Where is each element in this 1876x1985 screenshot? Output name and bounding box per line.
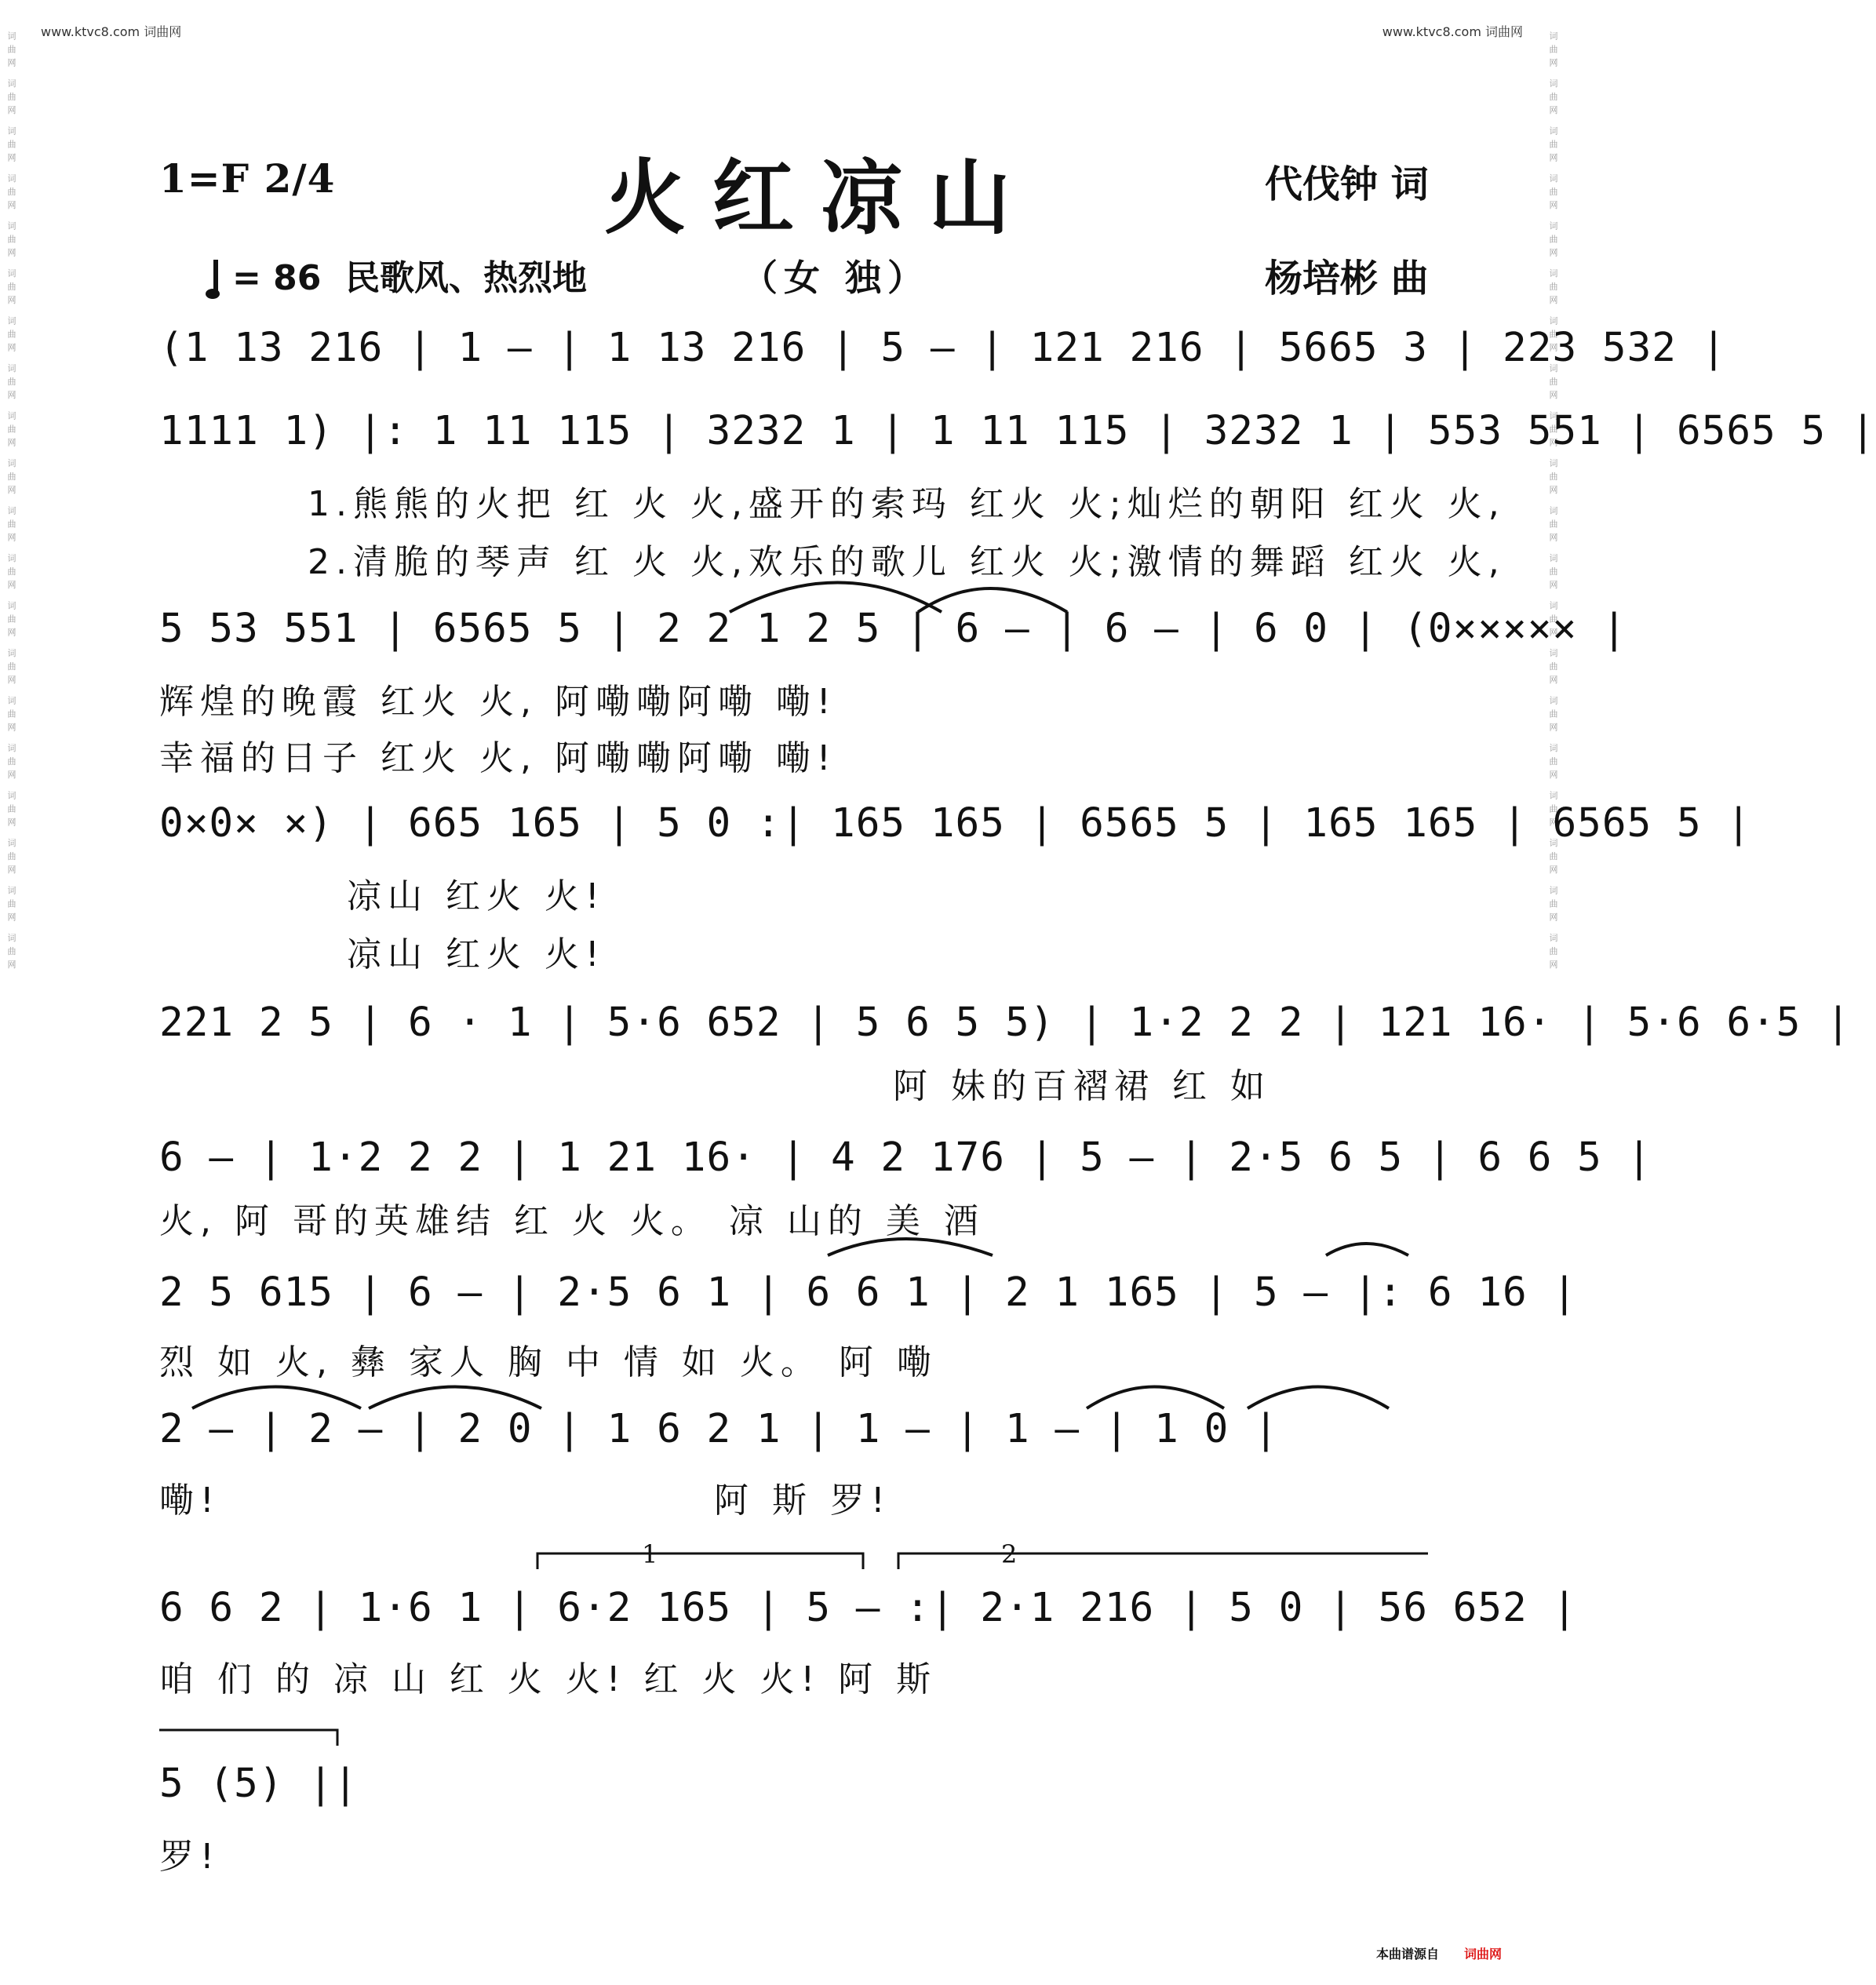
lyric-line6: 火, 阿 哥的英雄结 红 火 火。 凉 山的 美 酒 [159, 1201, 985, 1241]
lyric-verse1-line2: 1.熊熊的火把 红 火 火,盛开的索玛 红火 火;灿烂的朝阳 红火 火, [308, 484, 1506, 524]
score-line-3: 5 53 551 | 6565 5 | 2 2 1 2 5 | 6 — | 6 — | 6 0 | (0××××× | [159, 606, 1627, 652]
composer-credit: 杨培彬 曲 [1265, 257, 1429, 300]
volta-bracket [159, 1730, 337, 1746]
song-title: 火红凉山 [604, 149, 1038, 246]
score-line-10: 5 (5) || [159, 1761, 359, 1807]
score-line-7: 2 5 615 | 6 — | 2·5 6 1 | 6 6 1 | 2 1 165 | 5 — |: 6 16 | [159, 1269, 1578, 1316]
slur-mark [369, 1387, 541, 1409]
score-line-1: (1 13 216 | 1 — | 1 13 216 | 5 — | 121 216 | 5665 3 | 223 532 | [159, 325, 1727, 371]
slur-mark [1087, 1387, 1224, 1409]
slur-mark [1248, 1387, 1389, 1409]
lyric-line8a: 嘞! [159, 1481, 220, 1521]
lyric-line8b: 阿 斯 罗! [714, 1481, 891, 1521]
volta-bracket [537, 1553, 863, 1569]
lyric-line9: 咱 们 的 凉 山 红 火 火! 红 火 火! 阿 斯 [159, 1659, 938, 1699]
lyric-line7: 烈 如 火, 彝 家人 胸 中 情 如 火。 阿 嘞 [159, 1342, 938, 1382]
lyric-line10: 罗! [159, 1837, 220, 1877]
lyric-verse2-line4: 凉山 红火 火! [347, 934, 606, 974]
quarter-note-icon [213, 260, 228, 294]
slur-mark [192, 1387, 361, 1409]
key-signature: 1=F 2/4 [159, 155, 336, 202]
score-line-4: 0×0× ×) | 665 165 | 5 0 :| 165 165 | 6565 5 | 165 165 | 6565 5 | [159, 800, 1752, 847]
volta-1-label: 1 [642, 1539, 658, 1569]
score-line-6: 6 — | 1·2 2 2 | 1 21 16· | 4 2 176 | 5 — | 2·5 6 5 | 6 6 5 | [159, 1135, 1652, 1181]
tempo-expression: 民歌风、热烈地 [345, 258, 588, 298]
score-line-2: 1111 1) |: 1 11 115 | 3232 1 | 1 11 115 | 3232 1 | 553 551 | 6565 5 | [159, 408, 1876, 454]
watermark-top-left: www.ktvc8.com 词曲网 [41, 24, 182, 39]
score-line-5: 221 2 5 | 6 · 1 | 5·6 652 | 5 6 5 5) | 1·2 2 2 | 121 16· | 5·6 6·5 | [159, 1000, 1851, 1046]
side-watermark-right: 词曲网 词曲网 词曲网 词曲网 词曲网 词曲网 词曲网 词曲网 词曲网 词曲网 词曲网 词曲网 词曲网 词曲网 词曲网 词曲网 词曲网 词曲网 词曲网 词曲网 [1548, 31, 1558, 974]
score-line-8: 2 — | 2 — | 2 0 | 1 6 2 1 | 1 — | 1 — | 1 0 | [159, 1406, 1279, 1452]
watermark-top-right: www.ktvc8.com 词曲网 [1382, 24, 1523, 39]
lyric-verse1-line4: 凉山 红火 火! [347, 876, 606, 916]
performance-note: （女 独） [741, 257, 931, 299]
volta-2-label: 2 [1001, 1539, 1018, 1569]
tempo-marking [213, 249, 587, 300]
lyricist-credit: 代伐钟 词 [1265, 162, 1429, 206]
lyric-verse2-line2: 2.清脆的琴声 红 火 火,欢乐的歌儿 红火 火;激情的舞蹈 红火 火, [308, 542, 1506, 582]
tempo-value: = 86 [232, 258, 322, 298]
slur-mark [1326, 1244, 1408, 1255]
side-watermark-left: 词曲网 词曲网 词曲网 词曲网 词曲网 词曲网 词曲网 词曲网 词曲网 词曲网 词曲网 词曲网 词曲网 词曲网 词曲网 词曲网 词曲网 词曲网 词曲网 词曲网 [6, 31, 16, 974]
score-line-9: 6 6 2 | 1·6 1 | 6·2 165 | 5 — :| 2·1 216 | 5 0 | 56 652 | [159, 1585, 1578, 1631]
lyric-verse1-line3: 辉煌的晚霞 红火 火, 阿嘞嘞阿嘞 嘞! [159, 682, 837, 722]
lyric-line5: 阿 妹的百褶裙 红 如 [893, 1066, 1271, 1106]
footer-source: 本曲谱源自 [1376, 1947, 1440, 1961]
volta-bracket [898, 1553, 1428, 1569]
footer-site: 词曲网 [1464, 1947, 1503, 1961]
lyric-verse2-line3: 幸福的日子 红火 火, 阿嘞嘞阿嘞 嘞! [159, 738, 837, 778]
